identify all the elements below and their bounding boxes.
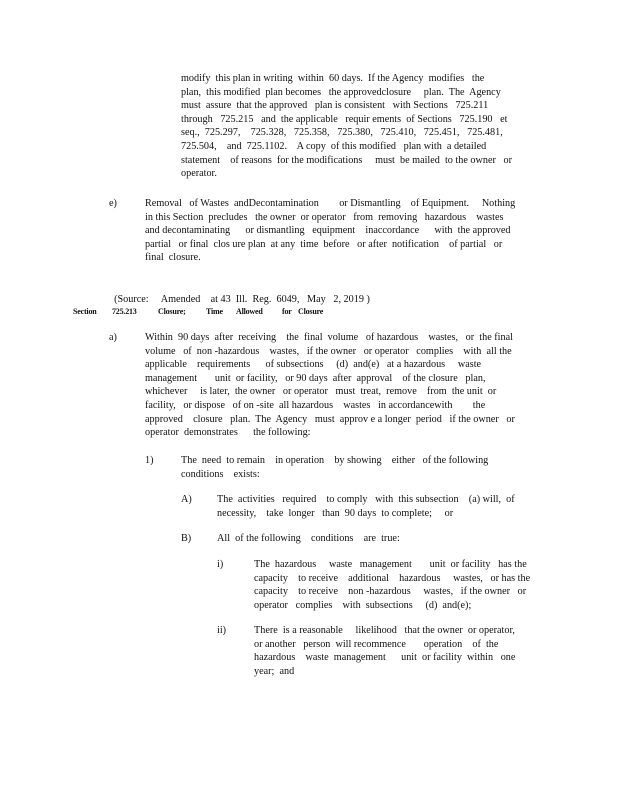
section-title-part: for	[282, 307, 292, 316]
section-word: Section	[73, 307, 97, 316]
text-line: approved closure plan. The Agency must approv e a longer period if the owner or	[145, 413, 515, 425]
text-line: operator demonstrates the following:	[145, 427, 311, 439]
text-line: modify this plan in writing within 60 days. If the Agency modifies the	[181, 73, 485, 84]
text-line: The hazardous waste management unit or facility has the	[254, 559, 527, 570]
text-line: management unit or facility, or 90 days after approval of the closure plan,	[145, 372, 486, 384]
text-line: through 725.215 and the applicable requir ements of Sections 725.190 et	[181, 113, 508, 125]
text-line: 725.504, and 725.1102. A copy of this modified plan with a detailed	[181, 140, 487, 152]
subsection-a-text	[145, 331, 537, 440]
text-line: conditions exists:	[181, 468, 260, 480]
text-line: plan, this modified plan becomes the approvedclosure plan. The Agency	[181, 86, 501, 98]
text-line: or another person will recommence operation of the	[254, 638, 499, 650]
text-line: The need to remain in operation by showing either of the following	[181, 455, 489, 466]
subparagraph-label-B: B)	[181, 533, 192, 544]
text-line: final closure.	[145, 252, 201, 264]
source-note-text: (Source: Amended at 43 Ill. Reg. 6049, May 2, 2019 )	[114, 293, 370, 305]
text-line: volume of non -hazardous wastes, if the owner or operator complies with all the	[145, 345, 512, 357]
text-line: capacity to receive additional hazardous wastes, or has the	[254, 572, 531, 584]
subparagraph-label-ii: ii)	[217, 625, 227, 636]
text-line: and decontaminating or dismantling equipment inaccordance with the approved	[145, 225, 511, 237]
subsection-e-text	[145, 197, 530, 265]
subparagraph-B-text	[217, 532, 532, 546]
text-line: operator complies with subsections (d) and(e);	[254, 599, 472, 611]
text-line: in this Section precludes the owner or operator from removing hazardous wastes	[145, 211, 504, 223]
source-note	[109, 279, 370, 306]
subsection-label-a: a)	[109, 332, 117, 343]
text-line: There is a reasonable likelihood that the owner or operator,	[254, 625, 515, 636]
subsection-label-e: e)	[109, 198, 117, 209]
section-title-part: Closure	[298, 307, 324, 316]
text-line: Within 90 days after receiving the final volume of hazardous wastes, or the final	[145, 332, 513, 343]
text-line: statement of reasons for the modifications must be mailed to the owner or	[181, 154, 513, 166]
subparagraph-ii-text	[254, 624, 532, 678]
text-line: seq., 725.297, 725.328, 725.358, 725.380, 725.410, 725.451, 725.481,	[181, 127, 503, 139]
continuation-paragraph	[181, 72, 536, 181]
text-line: All of the following conditions are true:	[217, 533, 400, 544]
text-line: necessity, take longer than 90 days to complete; or	[217, 507, 454, 519]
text-line: facility, or dispose of on -site all hazardous wastes in accordancewith the	[145, 399, 486, 411]
text-line: Removal of Wastes andDecontamination or Dismantling of Equipment. Nothing	[145, 198, 516, 209]
text-line: applicable requirements of subsections (d) and(e) at a hazardous waste	[145, 359, 482, 371]
text-line: partial or final clos ure plan at any time before or after notification of partial or	[145, 238, 503, 250]
subparagraph-label-i: i)	[217, 559, 224, 570]
section-title-part: Time	[206, 307, 223, 316]
paragraph-1-text	[181, 454, 501, 481]
section-title-part: Allowed	[236, 307, 263, 316]
section-number: 725.213	[112, 307, 137, 316]
subparagraph-i-text	[254, 558, 532, 612]
subparagraph-A-text	[217, 493, 532, 520]
text-line: year; and	[254, 665, 295, 677]
text-line: capacity to receive non -hazardous wastes, if the owner or	[254, 586, 527, 598]
text-line: whichever is later, the owner or operator must treat, remove from the unit or	[145, 386, 497, 398]
paragraph-label-1: 1)	[145, 455, 154, 466]
section-title-part: Closure;	[158, 307, 186, 316]
text-line: hazardous waste management unit or facility within one	[254, 652, 516, 664]
text-line: operator.	[181, 168, 217, 180]
text-line: The activities required to comply with this subsection (a) will, of	[217, 494, 515, 505]
text-line: must assure that the approved plan is consistent with Sections 725.211	[181, 100, 489, 112]
subparagraph-label-A: A)	[181, 494, 192, 505]
